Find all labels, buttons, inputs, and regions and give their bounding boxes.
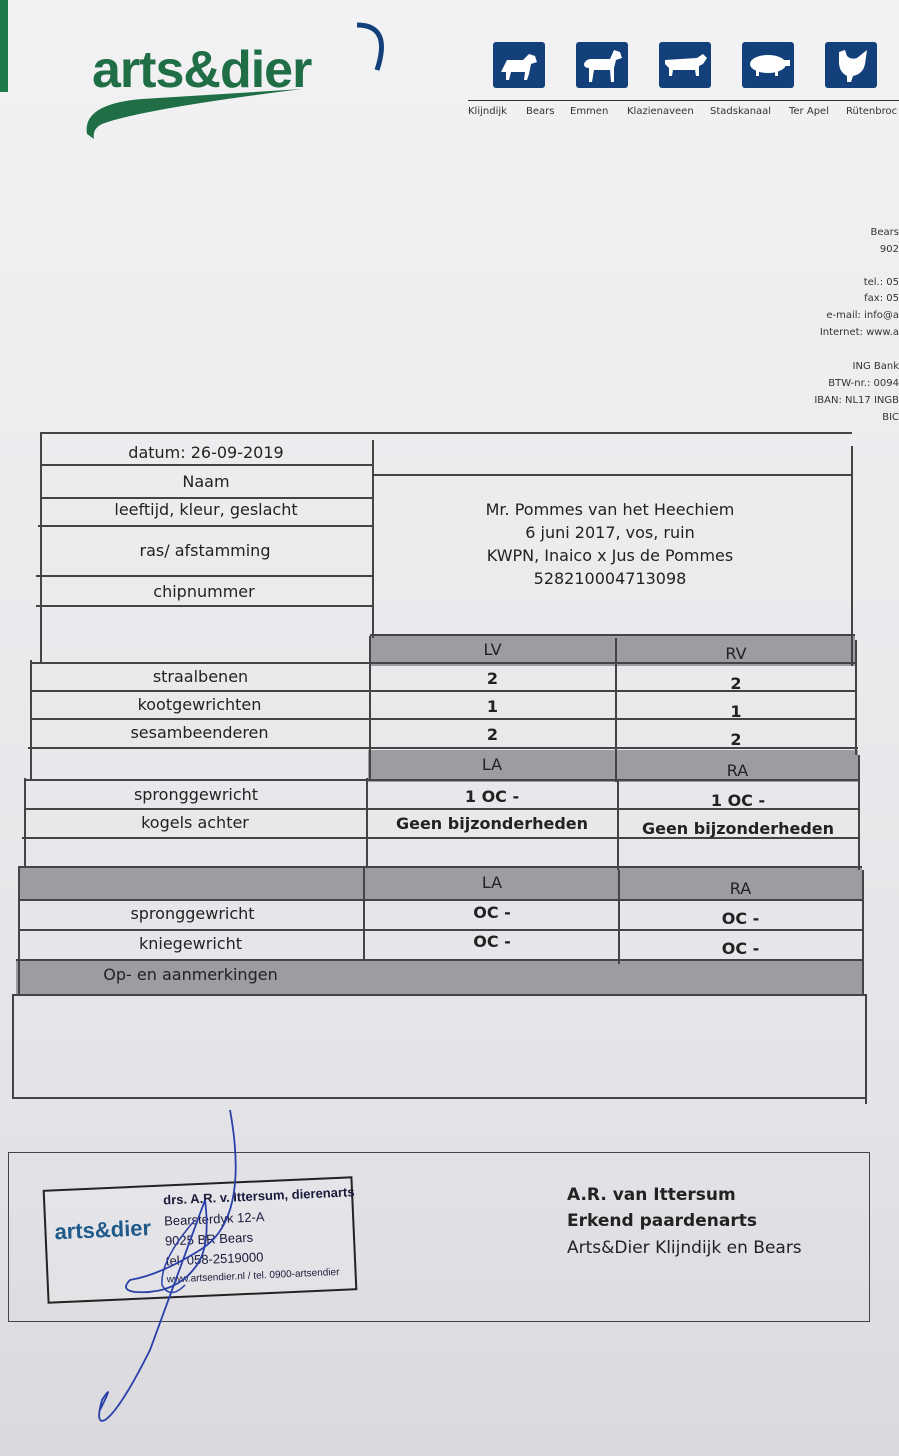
- spronggewricht2-ra: OC -: [721, 909, 760, 928]
- stamp-line-1: drs. A.R. v. Ittersum, dierenarts: [162, 1184, 355, 1208]
- ra-header-2: RA: [729, 879, 752, 898]
- spronggewricht-ra: 1 OC -: [710, 791, 766, 810]
- spronggewricht2-la: OC -: [473, 903, 511, 922]
- kootgewrichten-label: kootgewrichten: [137, 695, 262, 714]
- address-line: tel.: 05: [863, 277, 899, 288]
- kogels-la: Geen bijzonderheden: [395, 814, 589, 833]
- address-line: BTW-nr.: 0094: [828, 378, 899, 389]
- address-line: e-mail: info@a: [826, 310, 899, 321]
- logo-arc-icon: [352, 20, 392, 80]
- sesambeenderen-label: sesambeenderen: [130, 723, 269, 742]
- stamp-logo: arts&dier: [53, 1215, 152, 1245]
- location-klijndijk: Klijndijk: [468, 106, 507, 117]
- spronggewricht2-label: spronggewricht: [130, 904, 255, 923]
- la-header: LA: [481, 755, 503, 774]
- vet-stamp: [43, 1176, 358, 1303]
- logo-swoosh-icon: [82, 84, 322, 144]
- green-edge-bar: [0, 0, 8, 92]
- la-header-2: LA: [481, 873, 503, 892]
- location-bears: Bears: [526, 106, 555, 117]
- stamp-line-2: Bearsterdyk 12-A: [163, 1209, 265, 1229]
- straalbenen-lv: 2: [486, 669, 499, 688]
- kootgewrichten-rv: 1: [730, 702, 742, 721]
- spronggewricht-label: spronggewricht: [133, 785, 259, 804]
- sesambeenderen-lv: 2: [486, 725, 499, 744]
- date-label: datum: 26-09-2019: [128, 443, 284, 462]
- address-line: Bears: [870, 227, 899, 238]
- stamp-line-5: www.artsendier.nl / tel. 0900-artsendier: [166, 1266, 340, 1286]
- remarks-label: Op- en aanmerkingen: [103, 965, 278, 984]
- age-color-sex-label: leeftijd, kleur, geslacht: [114, 500, 298, 519]
- cow-icon: [659, 42, 711, 88]
- address-line: Internet: www.a: [819, 327, 899, 338]
- sesambeenderen-rv: 2: [730, 730, 742, 749]
- horse-pedigree: KWPN, Inaico x Jus de Pommes: [486, 546, 734, 565]
- chicken-icon: [825, 42, 877, 88]
- stamp-line-3: 9025 BR Bears: [164, 1229, 254, 1249]
- kogels-ra: Geen bijzonderheden: [641, 819, 835, 838]
- location-emmen: Emmen: [570, 106, 609, 117]
- kniegewricht-label: kniegewricht: [138, 934, 242, 953]
- ra-header: RA: [726, 761, 749, 780]
- straalbenen-label: straalbenen: [152, 667, 249, 686]
- address-line: 902: [879, 244, 899, 255]
- logo-text: arts&dier: [92, 41, 312, 99]
- dog-icon: [493, 42, 545, 88]
- location-list: [468, 106, 899, 124]
- name-label: Naam: [182, 472, 230, 491]
- horse-icon: [576, 42, 628, 88]
- pig-icon: [742, 42, 794, 88]
- spronggewricht-la: 1 OC -: [464, 787, 520, 806]
- location-klazienaveen: Klazienaveen: [627, 106, 694, 117]
- kniegewricht-la: OC -: [473, 932, 511, 951]
- animal-icons: [493, 42, 893, 92]
- vet-name: A.R. van Ittersum: [567, 1185, 736, 1205]
- address-line: fax: 05: [864, 293, 899, 304]
- kniegewricht-ra: OC -: [721, 939, 760, 958]
- straalbenen-rv: 2: [730, 674, 742, 693]
- header-divider: [468, 100, 899, 101]
- horse-chip: 528210004713098: [533, 569, 687, 588]
- breed-label: ras/ afstamming: [139, 541, 271, 560]
- location-stadskanaal: Stadskanaal: [710, 106, 772, 117]
- lv-header: LV: [483, 640, 502, 659]
- address-line: BIC: [882, 412, 899, 423]
- arts-dier-logo: [92, 40, 311, 100]
- vet-practice: Arts&Dier Klijndijk en Bears: [567, 1238, 802, 1258]
- kogels-label: kogels achter: [141, 813, 249, 832]
- location-ter-apel: Ter Apel: [789, 106, 829, 117]
- address-line: IBAN: NL17 INGB: [814, 395, 899, 406]
- location-rutenbroc: Rütenbroc: [846, 106, 898, 117]
- stamp-line-4: tel. 058-2519000: [165, 1249, 264, 1269]
- footer-box: [8, 1152, 870, 1322]
- address-line: ING Bank: [852, 361, 899, 372]
- vet-title: Erkend paardenarts: [567, 1211, 757, 1231]
- rv-header: RV: [725, 644, 747, 663]
- chip-label: chipnummer: [153, 582, 255, 601]
- kootgewrichten-lv: 1: [486, 697, 499, 716]
- horse-info: [370, 498, 850, 590]
- horse-name: Mr. Pommes van het Heechiem: [485, 500, 735, 519]
- horse-details: 6 juni 2017, vos, ruin: [525, 523, 695, 542]
